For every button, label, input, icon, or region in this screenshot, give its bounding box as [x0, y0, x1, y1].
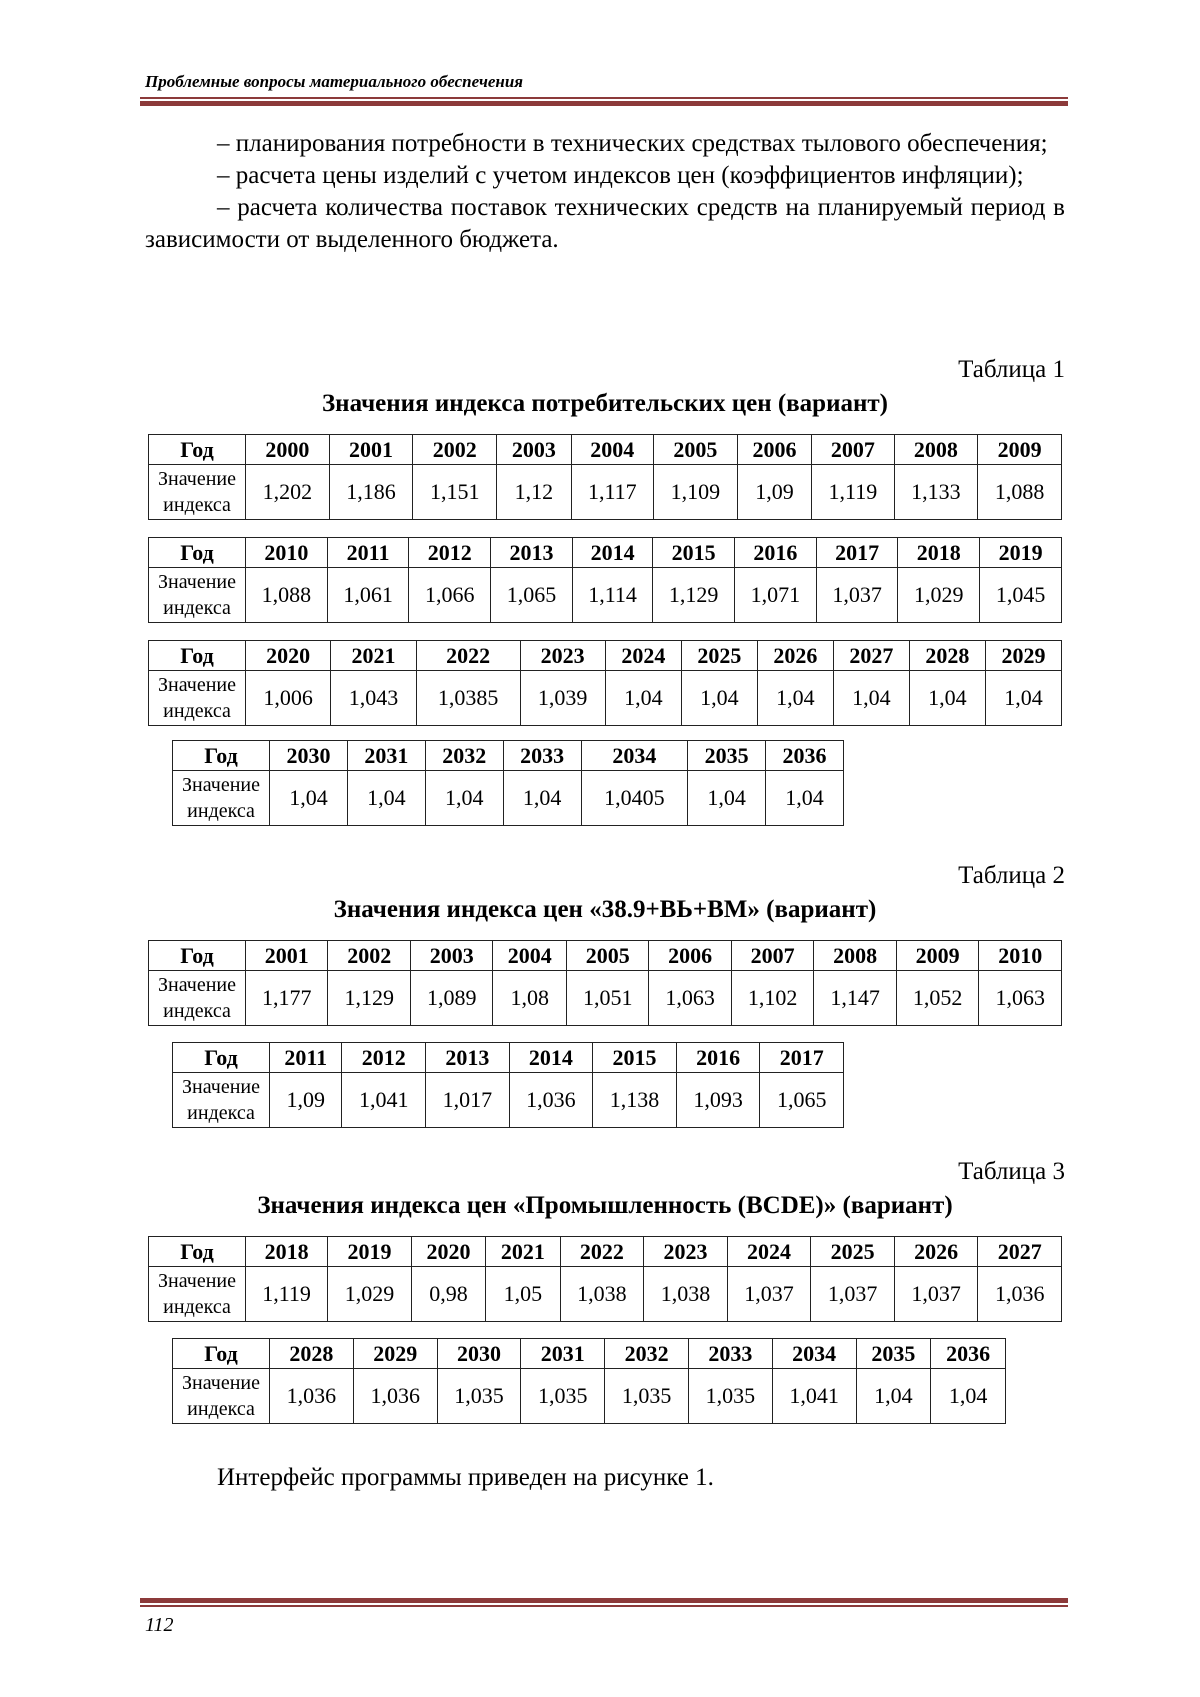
index-value-cell: 1,04: [347, 771, 425, 826]
year-cell: 2018: [246, 1237, 328, 1267]
index-value-cell: 1,093: [676, 1073, 760, 1128]
index-value-cell: 1,04: [833, 671, 909, 726]
year-cell: 2008: [814, 941, 896, 971]
value-row: [149, 971, 1062, 1026]
year-cell: 2005: [566, 941, 648, 971]
index-value-cell: 1,029: [328, 1267, 412, 1322]
table2-label: Таблица 2: [958, 862, 1065, 889]
table1-title: Значения индекса потребительских цен (вариант): [321, 390, 888, 417]
year-cell: 2010: [246, 538, 328, 568]
index-value-cell: 1,08: [493, 971, 567, 1026]
value-label-line1: Значение: [181, 774, 261, 796]
index-value-cell: 1,117: [571, 465, 653, 520]
value-label-line1: Значение: [181, 1372, 261, 1394]
value-row: [149, 465, 1062, 520]
header-rule: [140, 97, 1068, 106]
index-value-cell: 1,036: [270, 1369, 354, 1424]
index-value-cell: 1,035: [437, 1369, 521, 1424]
year-cell: 2036: [766, 741, 844, 771]
year-cell: 2019: [328, 1237, 412, 1267]
index-value-cell: 1,041: [772, 1369, 856, 1424]
value-row: [173, 771, 844, 826]
year-cell: 2035: [688, 741, 766, 771]
year-cell: 2014: [509, 1043, 593, 1073]
table3-label: Таблица 3: [958, 1158, 1065, 1185]
closing-sentence: Интерфейс программы приведен на рисунке 1.: [217, 1464, 714, 1491]
index-value-cell: 1,109: [653, 465, 737, 520]
value-label-line2: индекса: [163, 597, 231, 619]
index-value-cell: 1,04: [503, 771, 581, 826]
year-cell: 2029: [353, 1339, 437, 1369]
index-value-cell: 1,114: [572, 568, 652, 623]
index-value-cell: 1,129: [653, 568, 735, 623]
year-cell: 2020: [411, 1237, 485, 1267]
year-cell: 2031: [347, 741, 425, 771]
index-value-cell: 1,037: [894, 1267, 978, 1322]
year-cell: 2007: [731, 941, 813, 971]
value-row-label: [149, 568, 246, 623]
year-cell: 2023: [644, 1237, 728, 1267]
index-value-cell: 1,186: [329, 465, 413, 520]
year-cell: 2024: [605, 641, 681, 671]
index-value-cell: 1,04: [681, 671, 757, 726]
index-value-cell: 1,0405: [581, 771, 687, 826]
index-value-cell: 1,09: [737, 465, 812, 520]
table1-block-2: [148, 537, 1062, 623]
year-cell: 2032: [425, 741, 503, 771]
index-value-cell: 1,04: [757, 671, 833, 726]
year-header-label: Год: [149, 1237, 246, 1267]
index-value-cell: 1,0385: [416, 671, 520, 726]
index-value-cell: 1,029: [898, 568, 980, 623]
year-cell: 2005: [653, 435, 737, 465]
year-cell: 2016: [735, 538, 817, 568]
year-row: [149, 538, 1062, 568]
index-value-cell: 1,102: [731, 971, 813, 1026]
index-value-cell: 1,065: [760, 1073, 844, 1128]
year-row: [149, 641, 1062, 671]
intro-item: – расчета количества поставок технических средств на планируемый период в зависимости от выделенного бюджета.: [145, 194, 1065, 253]
intro-item: – планирования потребности в технических средствах тылового обеспечения;: [217, 130, 1048, 157]
value-label-line1: Значение: [157, 1270, 237, 1292]
index-value-cell: 1,202: [246, 465, 330, 520]
value-row: [173, 1369, 1006, 1424]
intro-item: – расчета цены изделий с учетом индексов цен (коэффициентов инфляции);: [217, 162, 1024, 189]
year-cell: 2017: [760, 1043, 844, 1073]
index-value-cell: 1,138: [593, 1073, 677, 1128]
year-cell: 2026: [757, 641, 833, 671]
year-cell: 2036: [931, 1339, 1006, 1369]
index-value-cell: 1,036: [509, 1073, 593, 1128]
index-value-cell: 1,089: [410, 971, 492, 1026]
year-cell: 2001: [329, 435, 413, 465]
year-cell: 2025: [681, 641, 757, 671]
index-value-cell: 1,036: [978, 1267, 1062, 1322]
year-cell: 2010: [979, 941, 1062, 971]
year-cell: 2030: [270, 741, 348, 771]
year-cell: 2003: [410, 941, 492, 971]
year-cell: 2029: [985, 641, 1061, 671]
year-row: [149, 435, 1062, 465]
year-row: [149, 941, 1062, 971]
year-header-label: Год: [149, 941, 246, 971]
year-cell: 2003: [497, 435, 572, 465]
value-label-line1: Значение: [157, 571, 237, 593]
year-cell: 2004: [493, 941, 567, 971]
index-value-cell: 1,147: [814, 971, 896, 1026]
table3-block-2: [172, 1338, 1006, 1424]
year-cell: 2006: [649, 941, 731, 971]
index-value-cell: 1,061: [327, 568, 409, 623]
page-number: 112: [145, 1614, 174, 1636]
value-row-label: [173, 771, 270, 826]
year-cell: 2017: [816, 538, 898, 568]
index-value-cell: 1,039: [520, 671, 605, 726]
index-value-cell: 1,119: [246, 1267, 328, 1322]
year-header-label: Год: [149, 435, 246, 465]
year-cell: 2000: [246, 435, 330, 465]
index-value-cell: 1,04: [688, 771, 766, 826]
year-cell: 2021: [331, 641, 416, 671]
year-cell: 2011: [327, 538, 409, 568]
index-value-cell: 1,035: [688, 1369, 772, 1424]
value-row: [173, 1073, 844, 1128]
year-cell: 2033: [688, 1339, 772, 1369]
running-header: Проблемные вопросы материального обеспечения: [145, 72, 524, 91]
value-label-line2: индекса: [163, 1000, 231, 1022]
year-header-label: Год: [173, 741, 270, 771]
index-value-cell: 1,066: [409, 568, 491, 623]
year-row: [149, 1237, 1062, 1267]
value-label-line2: индекса: [163, 1296, 231, 1318]
table1-block-4: [172, 740, 844, 826]
table3-block-1: [148, 1236, 1062, 1322]
index-value-cell: 1,133: [894, 465, 978, 520]
year-cell: 2025: [811, 1237, 895, 1267]
year-cell: 2019: [980, 538, 1062, 568]
value-label-line2: индекса: [163, 700, 231, 722]
year-cell: 2015: [593, 1043, 677, 1073]
index-value-cell: 0,98: [411, 1267, 485, 1322]
year-cell: 2034: [772, 1339, 856, 1369]
year-cell: 2021: [486, 1237, 560, 1267]
index-value-cell: 1,09: [270, 1073, 342, 1128]
year-cell: 2014: [572, 538, 652, 568]
value-label-line2: индекса: [187, 800, 255, 822]
value-label-line1: Значение: [157, 974, 237, 996]
year-cell: 2013: [491, 538, 573, 568]
closing-text: [145, 1462, 1065, 1494]
index-value-cell: 1,038: [560, 1267, 644, 1322]
footer-rule: [140, 1598, 1068, 1607]
index-value-cell: 1,006: [246, 671, 331, 726]
year-cell: 2026: [894, 1237, 978, 1267]
index-value-cell: 1,038: [644, 1267, 728, 1322]
year-cell: 2009: [896, 941, 978, 971]
year-header-label: Год: [149, 641, 246, 671]
year-cell: 2015: [653, 538, 735, 568]
value-label-line2: индекса: [187, 1102, 255, 1124]
year-row: [173, 1339, 1006, 1369]
value-row-label: [149, 971, 246, 1026]
value-row: [149, 671, 1062, 726]
index-value-cell: 1,037: [816, 568, 898, 623]
year-cell: 2023: [520, 641, 605, 671]
index-value-cell: 1,04: [931, 1369, 1006, 1424]
index-value-cell: 1,04: [766, 771, 844, 826]
year-cell: 2007: [812, 435, 894, 465]
year-cell: 2013: [426, 1043, 510, 1073]
year-cell: 2008: [894, 435, 978, 465]
year-cell: 2009: [978, 435, 1062, 465]
year-cell: 2016: [676, 1043, 760, 1073]
index-value-cell: 1,129: [328, 971, 410, 1026]
year-cell: 2032: [605, 1339, 689, 1369]
index-value-cell: 1,063: [979, 971, 1062, 1026]
index-value-cell: 1,04: [270, 771, 348, 826]
year-cell: 2002: [413, 435, 497, 465]
table1-label: Таблица 1: [958, 356, 1065, 383]
index-value-cell: 1,045: [980, 568, 1062, 623]
year-cell: 2012: [409, 538, 491, 568]
year-cell: 2001: [246, 941, 328, 971]
year-cell: 2018: [898, 538, 980, 568]
index-value-cell: 1,04: [985, 671, 1061, 726]
table3-title: Значения индекса цен «Промышленность (BCDE)» (вариант): [257, 1192, 953, 1219]
index-value-cell: 1,05: [486, 1267, 560, 1322]
table2-block-1: [148, 940, 1062, 1026]
year-cell: 2011: [270, 1043, 342, 1073]
table1-block-3: [148, 640, 1062, 726]
index-value-cell: 1,065: [491, 568, 573, 623]
year-cell: 2022: [416, 641, 520, 671]
year-cell: 2024: [727, 1237, 811, 1267]
value-label-line1: Значение: [157, 468, 237, 490]
value-label-line1: Значение: [181, 1076, 261, 1098]
index-value-cell: 1,04: [856, 1369, 931, 1424]
index-value-cell: 1,035: [521, 1369, 605, 1424]
year-cell: 2006: [737, 435, 812, 465]
index-value-cell: 1,037: [811, 1267, 895, 1322]
year-cell: 2020: [246, 641, 331, 671]
year-cell: 2012: [342, 1043, 426, 1073]
index-value-cell: 1,088: [978, 465, 1062, 520]
year-cell: 2028: [909, 641, 985, 671]
year-cell: 2028: [270, 1339, 354, 1369]
index-value-cell: 1,017: [426, 1073, 510, 1128]
value-row: [149, 568, 1062, 623]
year-cell: 2022: [560, 1237, 644, 1267]
index-value-cell: 1,12: [497, 465, 572, 520]
year-cell: 2027: [833, 641, 909, 671]
value-row: [149, 1267, 1062, 1322]
index-value-cell: 1,088: [246, 568, 328, 623]
index-value-cell: 1,063: [649, 971, 731, 1026]
value-row-label: [173, 1369, 270, 1424]
value-row-label: [149, 465, 246, 520]
index-value-cell: 1,043: [331, 671, 416, 726]
index-value-cell: 1,035: [605, 1369, 689, 1424]
year-cell: 2034: [581, 741, 687, 771]
value-label-line2: индекса: [187, 1398, 255, 1420]
index-value-cell: 1,119: [812, 465, 894, 520]
year-cell: 2035: [856, 1339, 931, 1369]
year-cell: 2027: [978, 1237, 1062, 1267]
value-row-label: [149, 1267, 246, 1322]
index-value-cell: 1,04: [605, 671, 681, 726]
year-row: [173, 1043, 844, 1073]
year-cell: 2031: [521, 1339, 605, 1369]
index-value-cell: 1,051: [566, 971, 648, 1026]
year-header-label: Год: [149, 538, 246, 568]
intro-text: [145, 128, 1065, 256]
value-row-label: [173, 1073, 270, 1128]
index-value-cell: 1,177: [246, 971, 328, 1026]
year-cell: 2033: [503, 741, 581, 771]
year-cell: 2002: [328, 941, 410, 971]
index-value-cell: 1,151: [413, 465, 497, 520]
year-header-label: Год: [173, 1043, 270, 1073]
index-value-cell: 1,04: [425, 771, 503, 826]
value-label-line1: Значение: [157, 674, 237, 696]
table1-block-1: [148, 434, 1062, 520]
index-value-cell: 1,037: [727, 1267, 811, 1322]
index-value-cell: 1,041: [342, 1073, 426, 1128]
year-row: [173, 741, 844, 771]
table2-block-2: [172, 1042, 844, 1128]
value-row-label: [149, 671, 246, 726]
value-label-line2: индекса: [163, 494, 231, 516]
year-cell: 2030: [437, 1339, 521, 1369]
year-cell: 2004: [571, 435, 653, 465]
index-value-cell: 1,036: [353, 1369, 437, 1424]
index-value-cell: 1,04: [909, 671, 985, 726]
year-header-label: Год: [173, 1339, 270, 1369]
index-value-cell: 1,071: [735, 568, 817, 623]
table2-title: Значения индекса цен «38.9+ВЬ+ВМ» (вариант): [333, 896, 877, 923]
index-value-cell: 1,052: [896, 971, 978, 1026]
